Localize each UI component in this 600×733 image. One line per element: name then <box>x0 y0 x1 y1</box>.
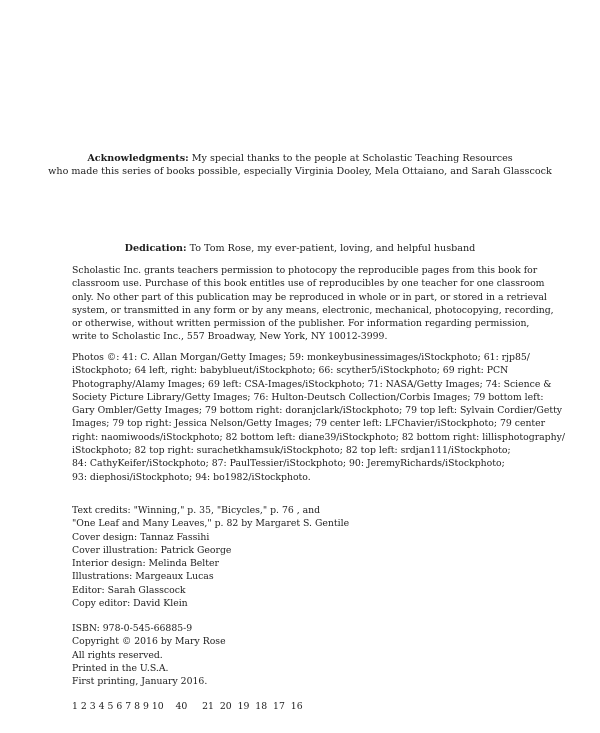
credit-line: "One Leaf and Many Leaves," p. 82 by Margaret S. Gentile <box>72 518 350 530</box>
printed-in: Printed in the U.S.A. <box>72 662 169 674</box>
photo-credit-line: Photography/Alamy Images; 69 left: CSA-Images/iStockphoto; 71: NASA/Getty Images; 74: Science & <box>72 378 552 390</box>
permission-line: or otherwise, without written permission of the publisher. For information regarding permission, <box>72 318 530 330</box>
acknowledgments <box>40 152 560 179</box>
credit-line: Interior design: Melinda Belter <box>72 558 219 570</box>
credit-line: Illustrations: Margeaux Lucas <box>72 571 214 583</box>
dedication-label: Dedication: <box>124 243 187 254</box>
photo-credit-line: Photos ©: 41: C. Allan Morgan/Getty Images; 59: monkeybusinessimages/iStockphoto; 61: rjp85/ <box>72 352 530 363</box>
acknowledgments-label: Acknowledgments: <box>87 153 189 164</box>
photo-credit-line: 84: CathyKeifer/iStockphoto; 87: PaulTessier/iStockphoto; 90: JeremyRichards/iStockphoto; <box>72 458 505 470</box>
photo-credit-line: 93: diephosi/iStockphoto; 94: bo1982/iStockphoto. <box>72 471 311 483</box>
credit-line: Copy editor: David Klein <box>72 598 188 610</box>
credit-line: Cover illustration: Patrick George <box>72 544 232 556</box>
permission-line: classroom use. Purchase of this book entitles use of reproducibles by one teacher for one classroom <box>72 278 545 290</box>
isbn-copyright <box>72 622 532 688</box>
credit-line: Editor: Sarah Glasscock <box>72 584 186 596</box>
photo-credit-line: iStockphoto; 64 left, right: babyblueut/iStockphoto; 66: scyther5/iStockphoto; 69 right: PCN <box>72 365 509 377</box>
first-printing: First printing, January 2016. <box>72 676 208 688</box>
credit-line: Cover design: Tannaz Fassihi <box>72 531 210 543</box>
text-and-design-credits <box>72 504 532 610</box>
permission-line: only. No other part of this publication may be reproduced in whole or in part, or stored in a retrieval <box>72 291 547 303</box>
copyright: Copyright © 2016 by Mary Rose <box>72 636 226 648</box>
photo-credits <box>72 351 566 484</box>
photo-credit-line: Images; 79 top right: Jessica Nelson/Getty Images; 79 center left: LFChavier/iStockphoto; 79 center <box>72 418 546 430</box>
permission-line: Scholastic Inc. grants teachers permission to photocopy the reproducible pages from this book for <box>72 265 538 276</box>
permission-notice <box>72 264 554 344</box>
photo-credit-line: right: naomiwoods/iStockphoto; 82 bottom left: diane39/iStockphoto; 82 bottom right: lillisphotography/ <box>72 431 566 443</box>
acknowledgments-line-1: My special thanks to the people at Scholastic Teaching Resources <box>191 153 513 164</box>
dedication-text: To Tom Rose, my ever-patient, loving, and helpful husband <box>189 243 476 254</box>
printing-numbers: 1 2 3 4 5 6 7 8 9 10 40 21 20 19 18 17 16 <box>72 701 303 712</box>
acknowledgments-line-2: who made this series of books possible, especially Virginia Dooley, Mela Ottaiano, and Sarah Glasscock <box>48 166 552 178</box>
permission-line: system, or transmitted in any form or by any means, electronic, mechanical, photocopying, recording, <box>72 304 554 316</box>
dedication <box>40 242 560 255</box>
permission-line: write to Scholastic Inc., 557 Broadway, New York, NY 10012-3999. <box>72 331 388 343</box>
credit-line: Text credits: "Winning," p. 35, "Bicycles," p. 76 , and <box>72 505 321 516</box>
photo-credit-line: iStockphoto; 82 top right: surachetkhamsuk/iStockphoto; 82 top left: srdjan111/iStockphoto; <box>72 445 511 457</box>
photo-credit-line: Society Picture Library/Getty Images; 76: Hulton-Deutsch Collection/Corbis Images; 79 bottom left: <box>72 391 544 403</box>
rights-reserved: All rights reserved. <box>72 649 163 661</box>
photo-credit-line: Gary Ombler/Getty Images; 79 bottom right: doranjclark/iStockphoto; 79 top left: Sylvain Cordier/Getty <box>72 405 563 417</box>
isbn: ISBN: 978-0-545-66885-9 <box>72 623 193 634</box>
